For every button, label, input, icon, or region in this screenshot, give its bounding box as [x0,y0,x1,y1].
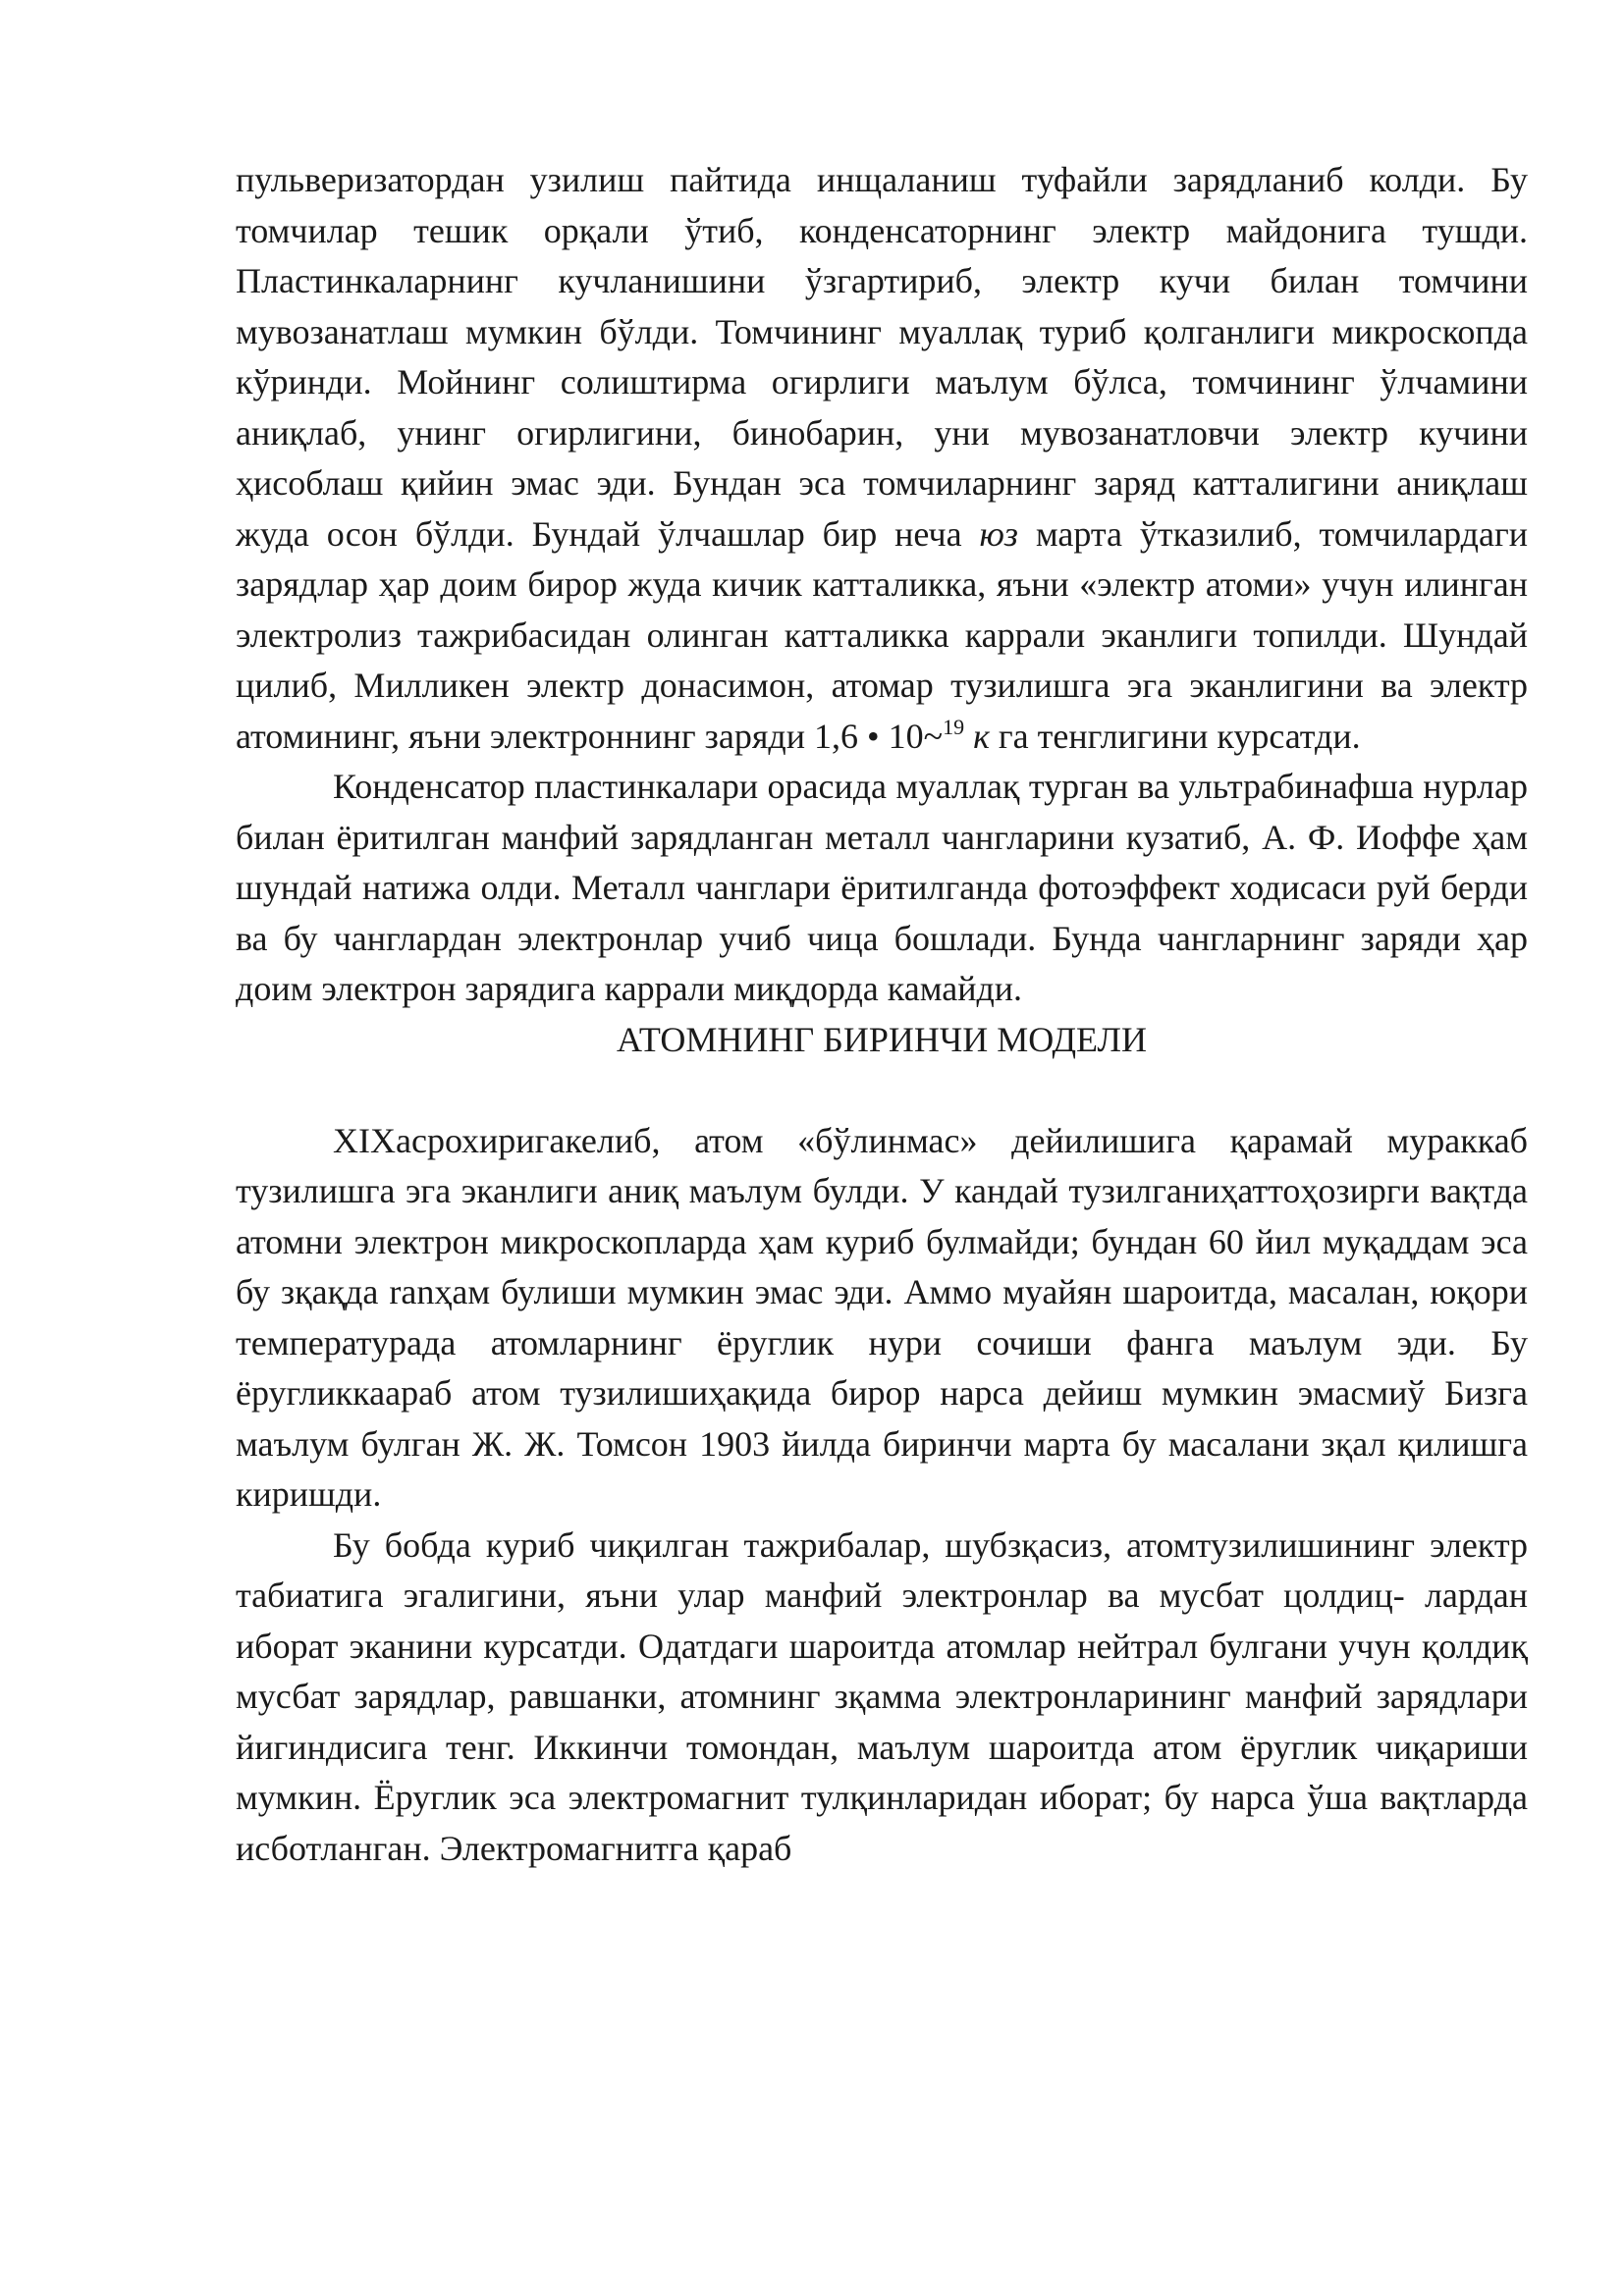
paragraph-millikan-text-continued: марта ўтказилиб, томчилардаги зарядлар ҳар доим бирор жуда кичик катталикка, яъни «электр атоми» учун илинган электролиз тажрибасидан олинган катталикка каррали эканлиги топилди. Шундай цилиб, Милликен электр донасимон, атомар тузилишга эга эканлигини ва электр атомининг, яъни электроннинг заряди 1,6 • 10~ [236,513,1528,756]
exponent: 19 [943,714,965,739]
heading-spacer [236,1065,1528,1116]
unit-space [964,717,973,756]
section-heading: АТОМНИНГ БИРИНЧИ МОДЕЛИ [617,1019,1147,1059]
paragraph-millikan-text: пульверизатордан узилиш пайтида инщаланиш туфайли зарядланиб колди. Бу томчилар тешик орқали ўтиб, конденсаторнинг электр майдонига тушди. Пластинкаларнинг кучланишини ўзгартириб, электр кучи билан томчини мувозанатлаш мумкин бўлди. Томчининг муаллақ туриб қолганлиги микроскопда кўринди. Мойнинг солиштирма огирлиги маълум бўлса, томчининг ўлчамини аниқлаб, унинг огирлигини, бинобарин, уни мувозанатловчи электр кучини ҳисоблаш қийин эмас эди. Бундан эса томчиларнинг заряд катталигини аниқлаш жуда осон бўлди. Бундай ўлчашлар бир неча [236,160,1528,554]
italic-word: юз [979,513,1018,554]
paragraph-ioffe: Конденсатор пластинкалари орасида муаллақ турган ва ультрабинафша нурлар билан ёритилган манфий зарядланган металл чангларини кузатиб, А. Ф. Иоффе ҳам шундай натижа олди. Металл чанглари ёритилганда фотоэффект ходисаси руй берди ва бу чанглардан электронлар учиб чица бошлади. Бунда чангларнинг заряди ҳар доим электрон зарядига каррали миқдорда камайди. [236,767,1528,1008]
document-page [236,155,1528,1874]
paragraph-millikan [236,155,1528,762]
paragraph-atom-structure: XIXасрохиригакелиб, атом «бўлинмас» дейилишига қарамай мураккаб тузилишга эга эканлиги аниқ маълум булди. У кандай тузилганиҳаттоҳозирги вақтда атомни электрон микроскопларда ҳам куриб булмайди; бундан 60 йил муқаддам эса бу зқақда ranҳам булиши мумкин эмас эди. Аммо муайян шароитда, масалан, юқори температурада атомларнинг ёруглик нури сочиши фанга маълум эди. Бу ёругликкаараб атом тузилишиҳақида бирор нарса дейиш мумкин эмасмиў Бизга маълум булган Ж. Ж. Томсон 1903 йилда биринчи марта бу масалани зқал қилишга киришди. [236,1120,1528,1514]
paragraph-millikan-tail: га тенглигини курсатди. [989,716,1361,756]
paragraph-experiments: Бу бобда куриб чиқилган тажрибалар, шубзқасиз, атомтузилишининг электр табиатига эгалигини, яъни улар манфий электронлар ва мусбат цолдиц- лардан иборат эканини курсатди. Одатдаги шароитда атомлар нейтрал булгани учун қолдиқ мусбат зарядлар, равшанки, атомнинг зқамма электронларининг манфий зарядлари йигиндисига тенг. Иккинчи томондан, маълум шароитда атом ёруглик чиқариши мумкин. Ёруглик эса электромагнит тулқинларидан иборат; бу нарса ўша вақтларда исботланган. Электромагнитга қараб [236,1524,1528,1868]
unit-symbol: к [973,716,990,756]
